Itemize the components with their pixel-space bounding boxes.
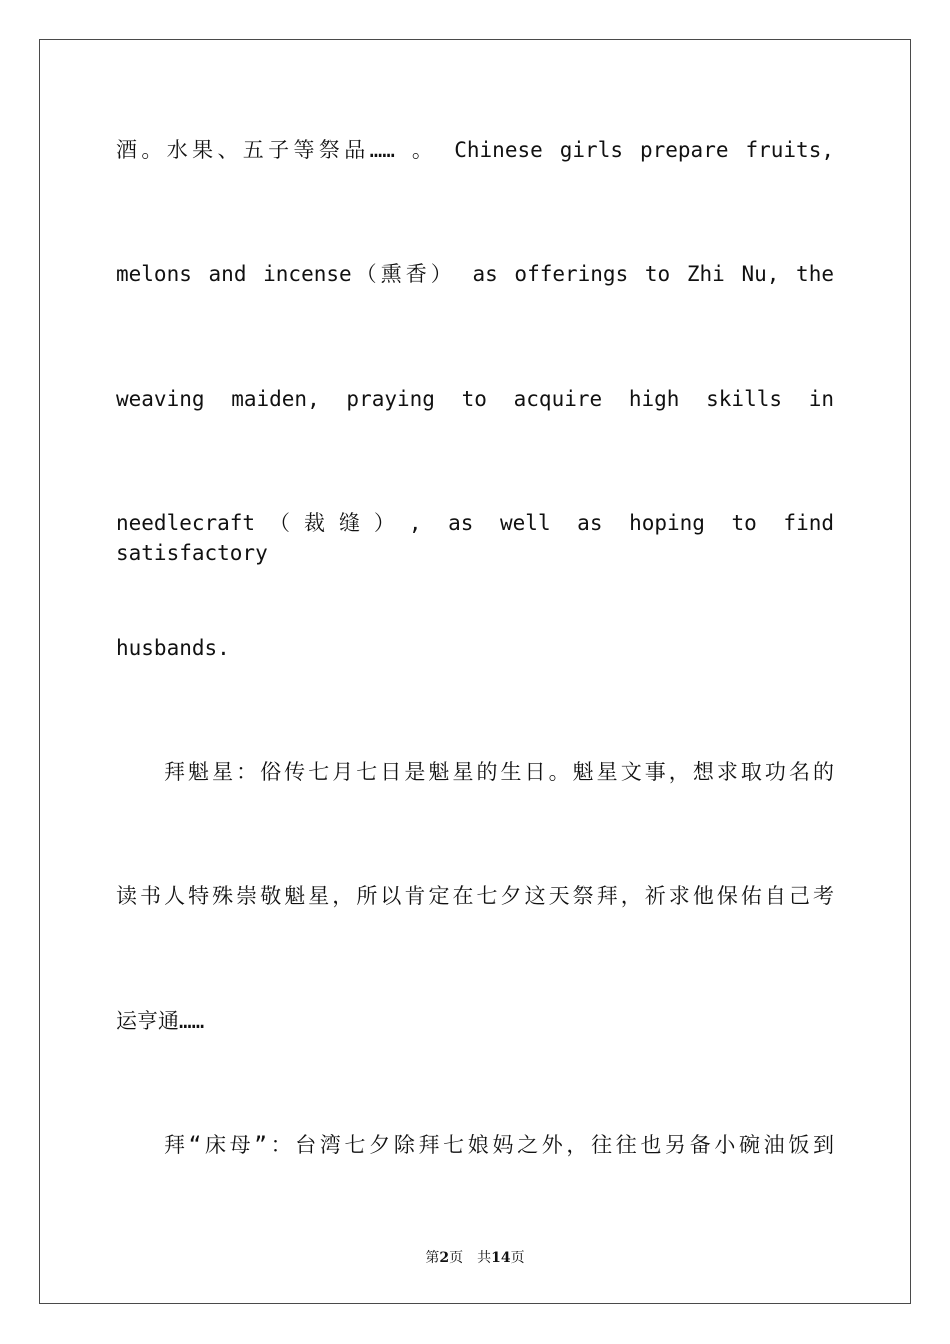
paragraph-first-line: 拜魁星：俗传七月七日是魁星的生日。魁星文事，想求取功名的 bbox=[164, 760, 834, 784]
current-page-number: 2 bbox=[439, 1250, 450, 1266]
page-footer bbox=[0, 1247, 950, 1267]
body-text-line: 运亨通…… bbox=[116, 1009, 205, 1033]
footer-prefix: 第 bbox=[425, 1250, 440, 1266]
body-text-line: 读书人特殊崇敬魁星，所以肯定在七夕这天祭拜，祈求他保佑自己考 bbox=[116, 884, 834, 908]
footer-middle: 页 共 bbox=[449, 1250, 492, 1266]
body-text-line: husbands. bbox=[116, 636, 230, 660]
body-text-line: weaving maiden, praying to acquire high skills in bbox=[116, 387, 834, 411]
body-text-line: melons and incense（熏香） as offerings to Zhi Nu, the bbox=[116, 262, 834, 286]
body-text-line: needlecraft（裁缝）, as well as hoping to find satisfactory bbox=[116, 511, 834, 565]
total-page-count: 14 bbox=[491, 1250, 511, 1266]
footer-suffix: 页 bbox=[510, 1250, 525, 1266]
paragraph-first-line: 拜“床母”：台湾七夕除拜七娘妈之外，往往也另备小碗油饭到 bbox=[164, 1133, 834, 1157]
page-border bbox=[39, 39, 911, 1304]
body-text-line: 酒。水果、五子等祭品…… 。 Chinese girls prepare fruits, bbox=[116, 138, 834, 162]
